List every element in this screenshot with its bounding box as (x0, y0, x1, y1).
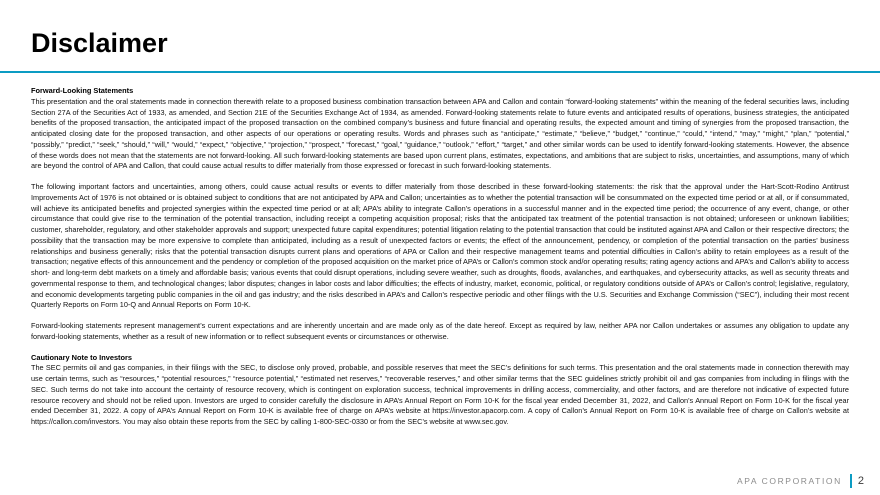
slide-footer (737, 474, 864, 488)
cautionary-note-heading: Cautionary Note to Investors (31, 352, 133, 362)
paragraph-spacer (31, 343, 849, 353)
forward-looking-paragraph-3: Forward-looking statements represent management’s current expectations and are inherently uncertain and are made only as of the date hereof. Except as required by law, neither APA nor Callon undertakes or assumes any obligation to update any forward-looking statements, whether as a result of new information or to reflect subsequent events or circumstances or otherwise. (31, 321, 849, 341)
title-divider (0, 71, 880, 73)
forward-looking-paragraph-2: The following important factors and uncertainties, among others, could cause actual results or events to differ materially from those described in these forward-looking statements: the risk that the approval under the Hart-Scott-Rodino Antitrust Improvements Act of 1976 is not obtained or is obtained subject to conditions that are not anticipated by APA and Callon; uncertainties as to whether the potential transaction will be consummated on the expected time period or at all, or if consummated, will achieve its anticipated benefits and projected synergies within the expected time period or at all; APA’s ability to integrate Callon’s operations in a successful manner and in the expected time period; the occurrence of any event, change, or other circumstance that could give rise to the termination of the potential transaction, including receipt a competing acquisition proposal; risks that the anticipated tax treatment of the potential transaction is not obtained; unforeseen or unknown liabilities; customer, shareholder, regulatory, and other stakeholder approvals and support; unexpected future capital expenditures; potential litigation relating to the potential transaction that could be instituted against APA and Callon or their respective directors; the possibility that the transaction may be more expensive to complete than anticipated, including as a result of unexpected factors or events; the effect of the announcement, pendency, or completion of the potential transaction on the parties’ business relationships and business generally; risks that the potential transaction disrupts current plans and operations of APA or Callon and their respective management teams and potential difficulties in Callon’s ability to retain employees as a result of the transaction; negative effects of this announcement and the pendency or completion of the proposed acquisition on the market price of APA’s or Callon’s common stock and/or operating results; rating agency actions and APA’s and Callon’s ability to access short- and long-term debt markets on a timely and affordable basis; various events that could disrupt operations, including severe weather, such as droughts, floods, avalanches, and earthquakes, and cybersecurity attacks, as well as security threats and governmental response to them, and technological changes; labor disputes; changes in labor costs and labor difficulties; the effects of industry, market, economic, political, or regulatory conditions outside of APA’s or Callon’s control; legislative, regulatory, and economic developments targeting public companies in the oil and gas industry; and the risks described in APA’s and Callon’s respective periodic and other filings with the U.S. Securities and Exchange Commission (“SEC”), including their most recent Quarterly Reports on Form 10-Q and Annual Reports on Form 10-K. (31, 182, 849, 310)
page-number: 2 (857, 475, 864, 487)
disclaimer-body (31, 86, 849, 428)
forward-looking-heading: Forward-Looking Statements (31, 86, 134, 95)
company-wordmark: APA CORPORATION (736, 476, 842, 486)
cautionary-note-paragraph: The SEC permits oil and gas companies, in their filings with the SEC, to disclose only proved, probable, and possible reserves that meet the SEC’s definitions for such terms. This presentation and the oral statements made in connection therewith may use certain terms, such as “resources,” “potential resources,” “resource potential,” “estimated net reserves,” “recoverable reserves,” and other similar terms that the SEC guidelines strictly prohibit oil and gas companies from including in filings with the SEC. Such terms do not take into account the certainty of resource recovery, which is contingent on exploration success, technical improvements in drilling access, commerciality, and other factors, and are therefore not indicative of expected future resource recovery and should not be relied upon. Investors are urged to consider carefully the disclosure in APA’s Annual Report on Form 10-K for the fiscal year ended December 31, 2022, and Callon’s Annual Report on Form 10-K for the fiscal year ended December 31, 2022. A copy of APA’s Annual Report on Form 10-K is available free of charge on APA’s website at https://investor.apacorp.com. A copy of Callon’s Annual Report on Form 10-K is available free of charge on Callon’s website at https://callon.com/investors. You may also obtain these reports from the SEC by calling 1-800-SEC-0330 or from the SEC’s website at www.sec.gov. (31, 363, 849, 426)
paragraph-spacer (31, 311, 849, 321)
forward-looking-paragraph-1: This presentation and the oral statements made in connection therewith relate to a proposed business combination transaction between APA and Callon and contain “forward-looking statements” within the meaning of the federal securities laws, including Section 27A of the Securities Act of 1933, as amended, and Section 21E of the Securities Exchange Act of 1934, as amended. Forward-looking statements relate to future events and anticipated results of operations, business strategies, the anticipated benefits of the proposed transaction, the anticipated impact of the proposed transaction on the combined company’s business and future financial and operating results, the expected amount and timing of synergies from the proposed transaction, the anticipated closing date for the proposed transaction, and other aspects of our operations or operating results. Words and phrases such as “anticipate,” “estimate,” “believe,” “budget,” “continue,” “could,” “intend,” “may,” “might,” “plan,” “potential,” “possibly,” “predict,” “seek,” “should,” “will,” “would,” “expect,” “objective,” “projection,” “prospect,” “forecast,” “goal,” “guidance,” “outlook,” “effort,” “target,” and other similar words can be used to identify forward-looking statements. However, the absence of these words does not mean that the statements are not forward-looking. All such forward-looking statements are based upon current plans, estimates, expectations, and ambitions that are subject to risks, uncertainties, and assumptions, many of which are beyond the control of APA and Callon, that could cause actual results to differ materially from those expressed or forecast in such forward-looking statements. (31, 96, 849, 171)
footer-divider (850, 474, 852, 488)
paragraph-spacer (31, 172, 849, 182)
page-title: Disclaimer (31, 28, 168, 58)
